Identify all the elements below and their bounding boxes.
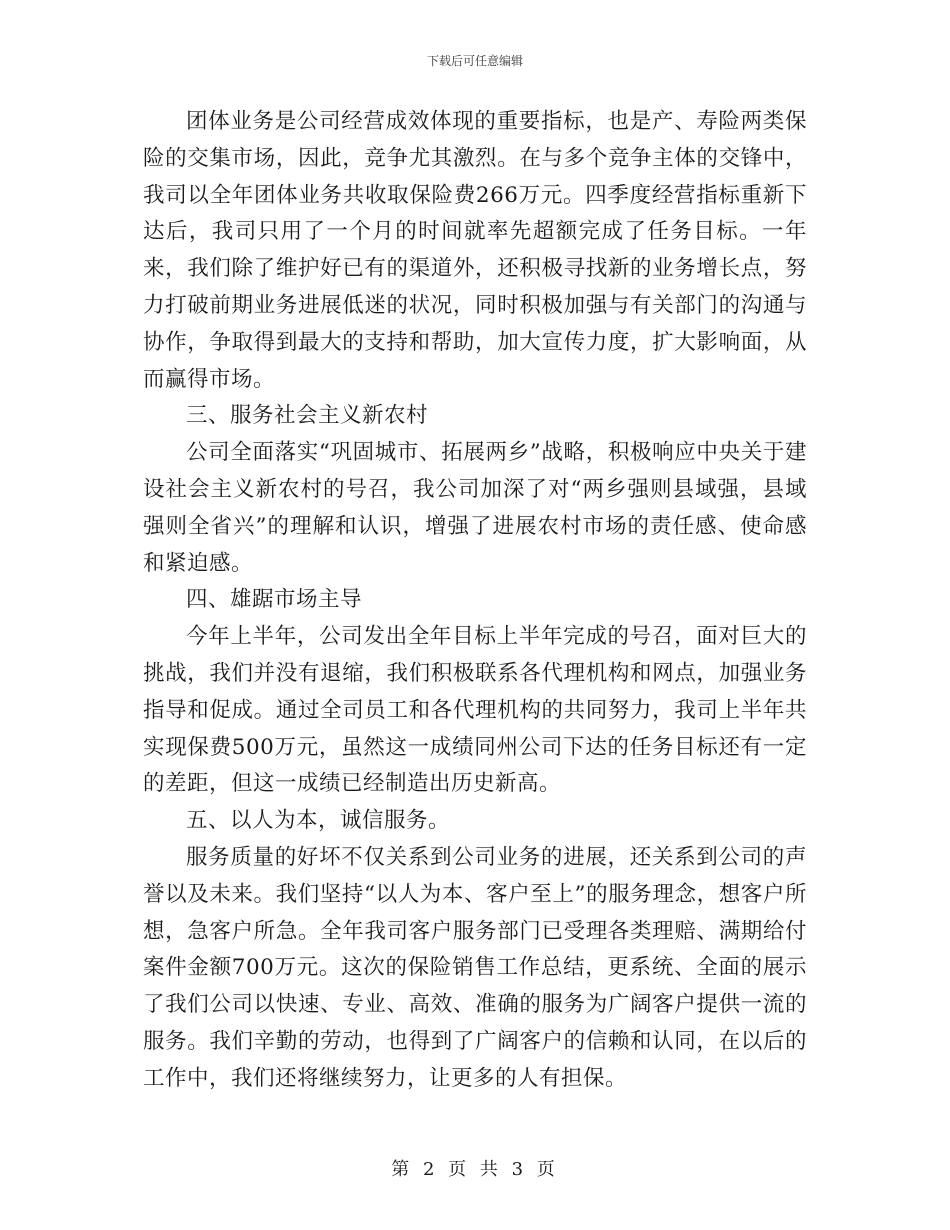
section-heading-people-oriented: 五、以人为本，诚信服务。 bbox=[186, 808, 451, 834]
section-heading-market-leading: 四、雄踞市场主导 bbox=[186, 587, 363, 613]
paragraph-people-oriented: 服务质量的好坏不仅关系到公司业务的进展，还关系到公司的声誉以及未来。我们坚持“以人为本、客户至上”的服务理念，想客户所想，急客户所急。全年我司客户服务部门已受理各类理赔、满期给付案件金额700万元。这次的保险销售工作总结，更系统、全面的展示了我们公司以快速、专业、高效、准确的服务为广阔客户提供一流的服务。我们辛勤的劳动，也得到了广阔客户的信赖和认同，在以后的工作中，我们还将继续努力，让更多的人有担保。 bbox=[143, 844, 807, 1091]
page-number-footer: 第 2 页 共 3 页 bbox=[391, 1159, 559, 1180]
document-body bbox=[143, 104, 807, 1098]
page-header: 下载后可任意编辑 bbox=[426, 54, 523, 68]
paragraph-new-countryside: 公司全面落实“巩固城市、拓展两乡”战略，积极响应中央关于建设社会主义新农村的号召，我公司加深了对“两乡强则县域强，县域强则全省兴”的理解和认识，增强了进展农村市场的责任感、使命感和紧迫感。 bbox=[143, 440, 807, 576]
paragraph-group-business: 团体业务是公司经营成效体现的重要指标，也是产、寿险两类保险的交集市场，因此，竞争尤其激烈。在与多个竞争主体的交锋中，我司以全年团体业务共收取保险费266万元。四季度经营指标重新下达后，我司只用了一个月的时间就率先超额完成了任务目标。一年来，我们除了维护好已有的渠道外，还积极寻找新的业务增长点，努力打破前期业务进展低迷的状况，同时积极加强与有关部门的沟通与协作，争取得到最大的支持和帮助，加大宣传力度，扩大影响面，从而赢得市场。 bbox=[143, 109, 807, 392]
paragraph-market-leading: 今年上半年，公司发出全年目标上半年完成的号召，面对巨大的挑战，我们并没有退缩，我们积极联系各代理机构和网点，加强业务指导和促成。通过全司员工和各代理机构的共同努力，我司上半年共实现保费500万元，虽然这一成绩同州公司下达的任务目标还有一定的差距，但这一成绩已经制造出历史新高。 bbox=[143, 624, 807, 797]
section-heading-new-countryside: 三、服务社会主义新农村 bbox=[186, 403, 429, 429]
